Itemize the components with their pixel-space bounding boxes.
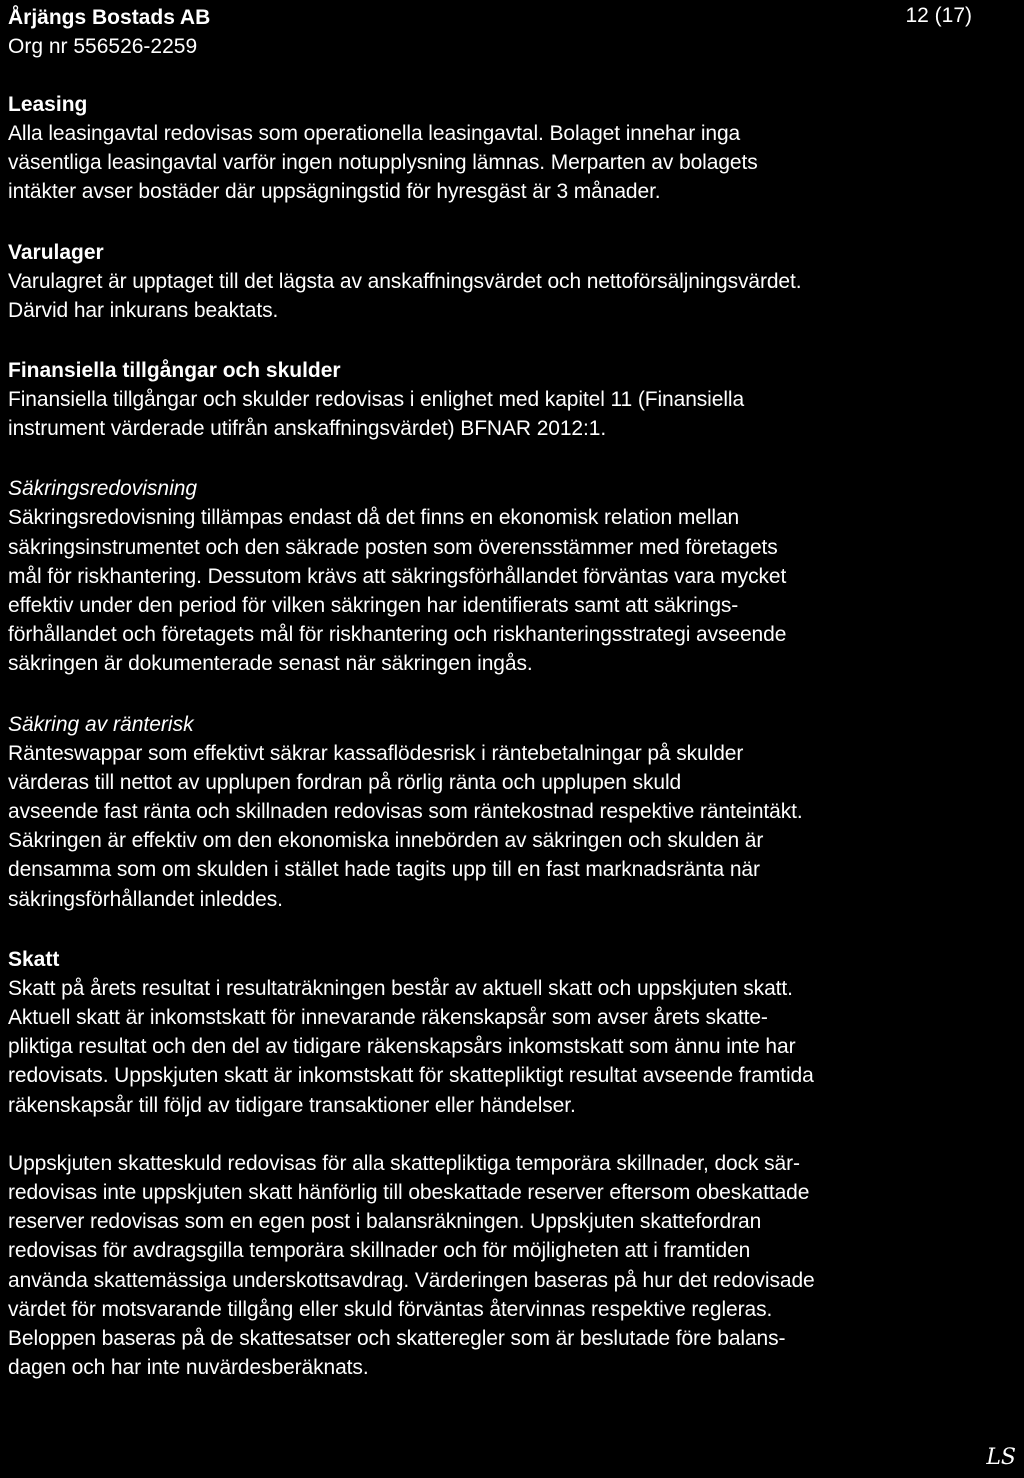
text-line: densamma som om skulden i stället hade tagits upp till en fast marknadsränta när	[8, 858, 760, 882]
section-heading: Säkring av ränterisk	[8, 712, 194, 736]
text-line: värderas till nettot av upplupen fordran på rörlig ränta och upplupen skuld	[8, 770, 682, 794]
text-line: förhållandet och företagets mål för riskhantering och riskhanteringsstrategi avseende	[8, 623, 787, 647]
text-line: säkringen är dokumenterade senast när säkringen ingås.	[8, 652, 533, 676]
section-sakring-ranterisk	[8, 710, 998, 914]
text-line: värdet för motsvarande tillgång eller skuld förväntas återvinnas respektive regleras.	[8, 1297, 773, 1321]
section-text	[8, 974, 998, 1120]
text-line: Uppskjuten skatteskuld redovisas för alla skattepliktiga temporära skillnader, dock sär-	[8, 1151, 800, 1175]
text-line: pliktiga resultat och den del av tidigare räkenskapsårs inkomstskatt som ännu inte har	[8, 1035, 796, 1059]
text-line: Skatt på årets resultat i resultaträkningen består av aktuell skatt och uppskjuten skatt.	[8, 976, 793, 1000]
text-line: Varulagret är upptaget till det lägsta av anskaffningsvärdet och nettoförsäljningsvärdet.	[8, 269, 802, 293]
section-text	[8, 503, 998, 678]
text-line: redovisas inte uppskjuten skatt hänförlig till obeskattade reserver eftersom obeskattade	[8, 1181, 810, 1205]
text-line: använda skattemässiga underskottsavdrag. Värderingen baseras på hur det redovisade	[8, 1268, 815, 1292]
section-heading: Leasing	[8, 93, 88, 116]
signature-initials: LS	[986, 1445, 1016, 1470]
text-line: redovisats. Uppskjuten skatt är inkomstskatt för skattepliktigt resultat avseende framtida	[8, 1064, 814, 1088]
text-line: effektiv under den period för vilken säkringen har identifierats samt att säkrings-	[8, 594, 739, 618]
section-text	[8, 739, 998, 914]
text-line: räkenskapsår till följd av tidigare transaktioner eller händelser.	[8, 1093, 576, 1117]
section-heading: Skatt	[8, 947, 60, 971]
section-skatt	[8, 945, 998, 1383]
company-name: Årjängs Bostads AB	[8, 6, 211, 29]
text-line: Alla leasingavtal redovisas som operationella leasingavtal. Bolaget innehar inga	[8, 122, 741, 145]
text-line: Beloppen baseras på de skattesatser och skatteregler som är beslutade före balans-	[8, 1327, 786, 1351]
org-number: Org nr 556526-2259	[8, 35, 198, 58]
text-line: Ränteswappar som effektivt säkrar kassaflödesrisk i räntebetalningar på skulder	[8, 741, 744, 765]
section-heading: Varulager	[8, 240, 104, 264]
text-line: säkringsinstrumentet och den säkrade posten som överensstämmer med företagets	[8, 535, 778, 559]
text-line: reserver redovisas som en egen post i balansräkningen. Uppskjuten skattefordran	[8, 1210, 762, 1234]
text-line: Därvid har inkurans beaktats.	[8, 298, 279, 322]
page-number: 12 (17)	[905, 4, 972, 27]
text-line: Säkringsredovisning tillämpas endast då det finns en ekonomisk relation mellan	[8, 506, 740, 530]
text-line: Säkringen är effektiv om den ekonomiska innebörden av säkringen och skulden är	[8, 829, 764, 853]
section-heading: Finansiella tillgångar och skulder	[8, 359, 341, 383]
text-line: avseende fast ränta och skillnaden redovisas som räntekostnad respektive ränteintäkt.	[8, 800, 803, 824]
text-line: intäkter avser bostäder där uppsägningstid för hyresgäst är 3 månader.	[8, 180, 661, 204]
section-varulager	[8, 238, 998, 325]
section-leasing	[8, 90, 998, 207]
text-line: Aktuell skatt är inkomstskatt för innevarande räkenskapsår som avser årets skatte-	[8, 1006, 768, 1030]
section-text	[8, 385, 998, 443]
section-text	[8, 119, 998, 207]
text-line: Finansiella tillgångar och skulder redovisas i enlighet med kapitel 11 (Finansiella	[8, 388, 745, 412]
text-line: redovisas för avdragsgilla temporära skillnader och för möjligheten att i framtiden	[8, 1239, 751, 1263]
text-line: instrument värderade utifrån anskaffningsvärdet) BFNAR 2012:1.	[8, 417, 607, 441]
text-line: säkringsförhållandet inleddes.	[8, 887, 283, 911]
page-header	[8, 4, 1008, 62]
section-text	[8, 267, 998, 325]
text-line: dagen och har inte nuvärdesberäknats.	[8, 1356, 369, 1380]
text-line: mål för riskhantering. Dessutom krävs att säkringsförhållandet förväntas vara mycket	[8, 564, 787, 588]
section-finansiella	[8, 356, 998, 443]
section-text	[8, 1149, 998, 1383]
section-sakringsredovisning	[8, 474, 998, 678]
document-body	[8, 90, 998, 1414]
section-heading: Säkringsredovisning	[8, 477, 198, 501]
text-line: väsentliga leasingavtal varför ingen notupplysning lämnas. Merparten av bolagets	[8, 151, 758, 175]
